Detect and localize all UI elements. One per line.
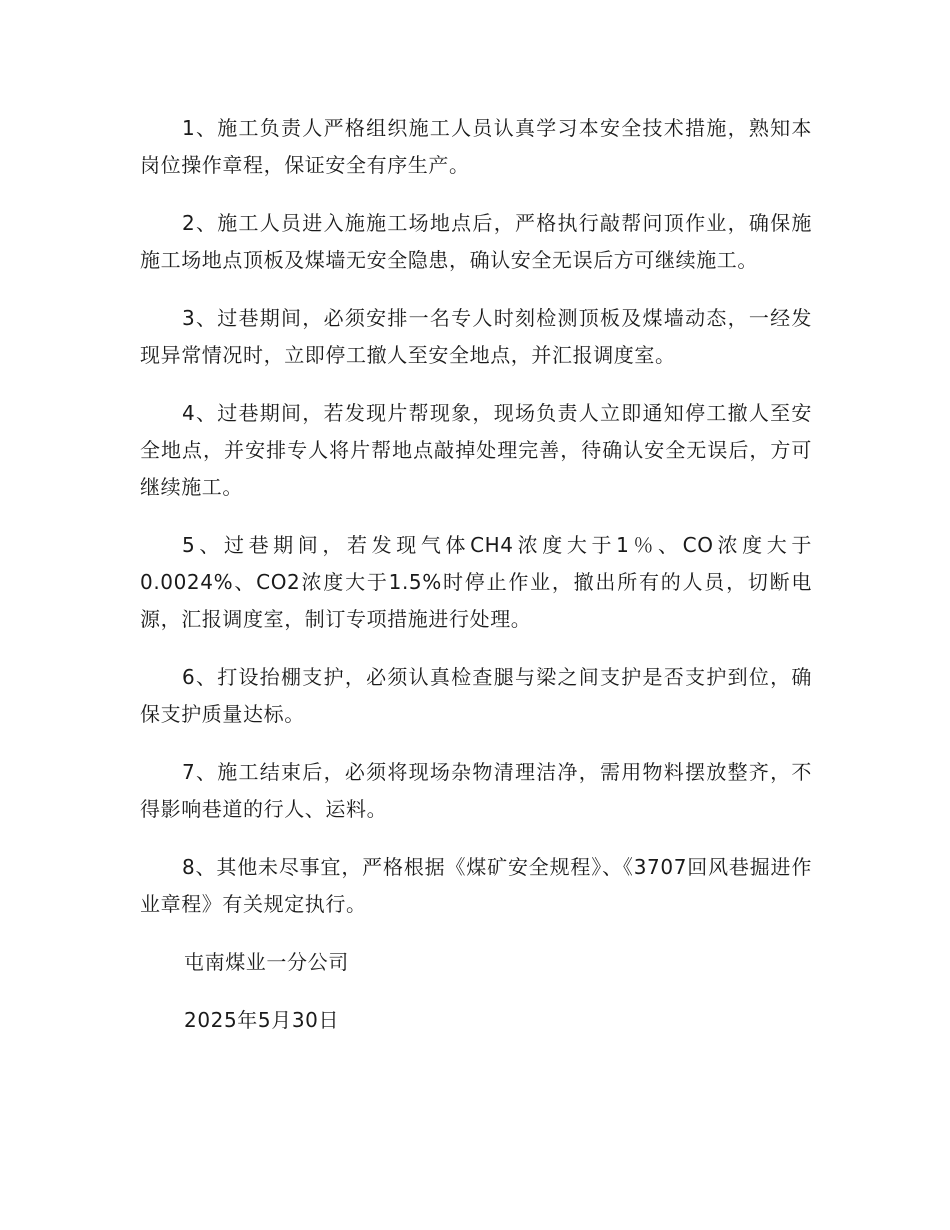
measure-item-8: 8、其他未尽事宜，严格根据《煤矿安全规程》、《3707回风巷掘进作业章程》有关规定执行。 bbox=[140, 855, 812, 916]
document-body bbox=[140, 110, 812, 1060]
measure-item-1: 1、施工负责人严格组织施工人员认真学习本安全技术措施，熟知本岗位操作章程，保证安全有序生产。 bbox=[140, 116, 812, 177]
measure-item-5: 5、过巷期间，若发现气体CH4浓度大于1％、CO浓度大于0.0024%、CO2浓度大于1.5%时停止作业，撤出所有的人员，切断电源，汇报调度室，制订专项措施进行处理。 bbox=[140, 533, 812, 631]
measure-item-2: 2、施工人员进入施施工场地点后，严格执行敲帮问顶作业，确保施施工场地点顶板及煤墙无安全隐患，确认安全无误后方可继续施工。 bbox=[140, 211, 812, 272]
measure-item-7: 7、施工结束后，必须将现场杂物清理洁净，需用物料摆放整齐，不得影响巷道的行人、运料。 bbox=[140, 760, 812, 821]
signature-date: 2025年5月30日 bbox=[184, 1008, 340, 1032]
measure-item-3: 3、过巷期间，必须安排一名专人时刻检测顶板及煤墙动态，一经发现异常情况时，立即停工撤人至安全地点，并汇报调度室。 bbox=[140, 306, 812, 367]
company-signature: 屯南煤业一分公司 bbox=[184, 950, 349, 974]
measure-item-4: 4、过巷期间，若发现片帮现象，现场负责人立即通知停工撤人至安全地点，并安排专人将片帮地点敲掉处理完善，待确认安全无误后，方可继续施工。 bbox=[140, 401, 812, 499]
measure-item-6: 6、打设抬棚支护，必须认真检查腿与梁之间支护是否支护到位，确保支护质量达标。 bbox=[140, 665, 812, 726]
